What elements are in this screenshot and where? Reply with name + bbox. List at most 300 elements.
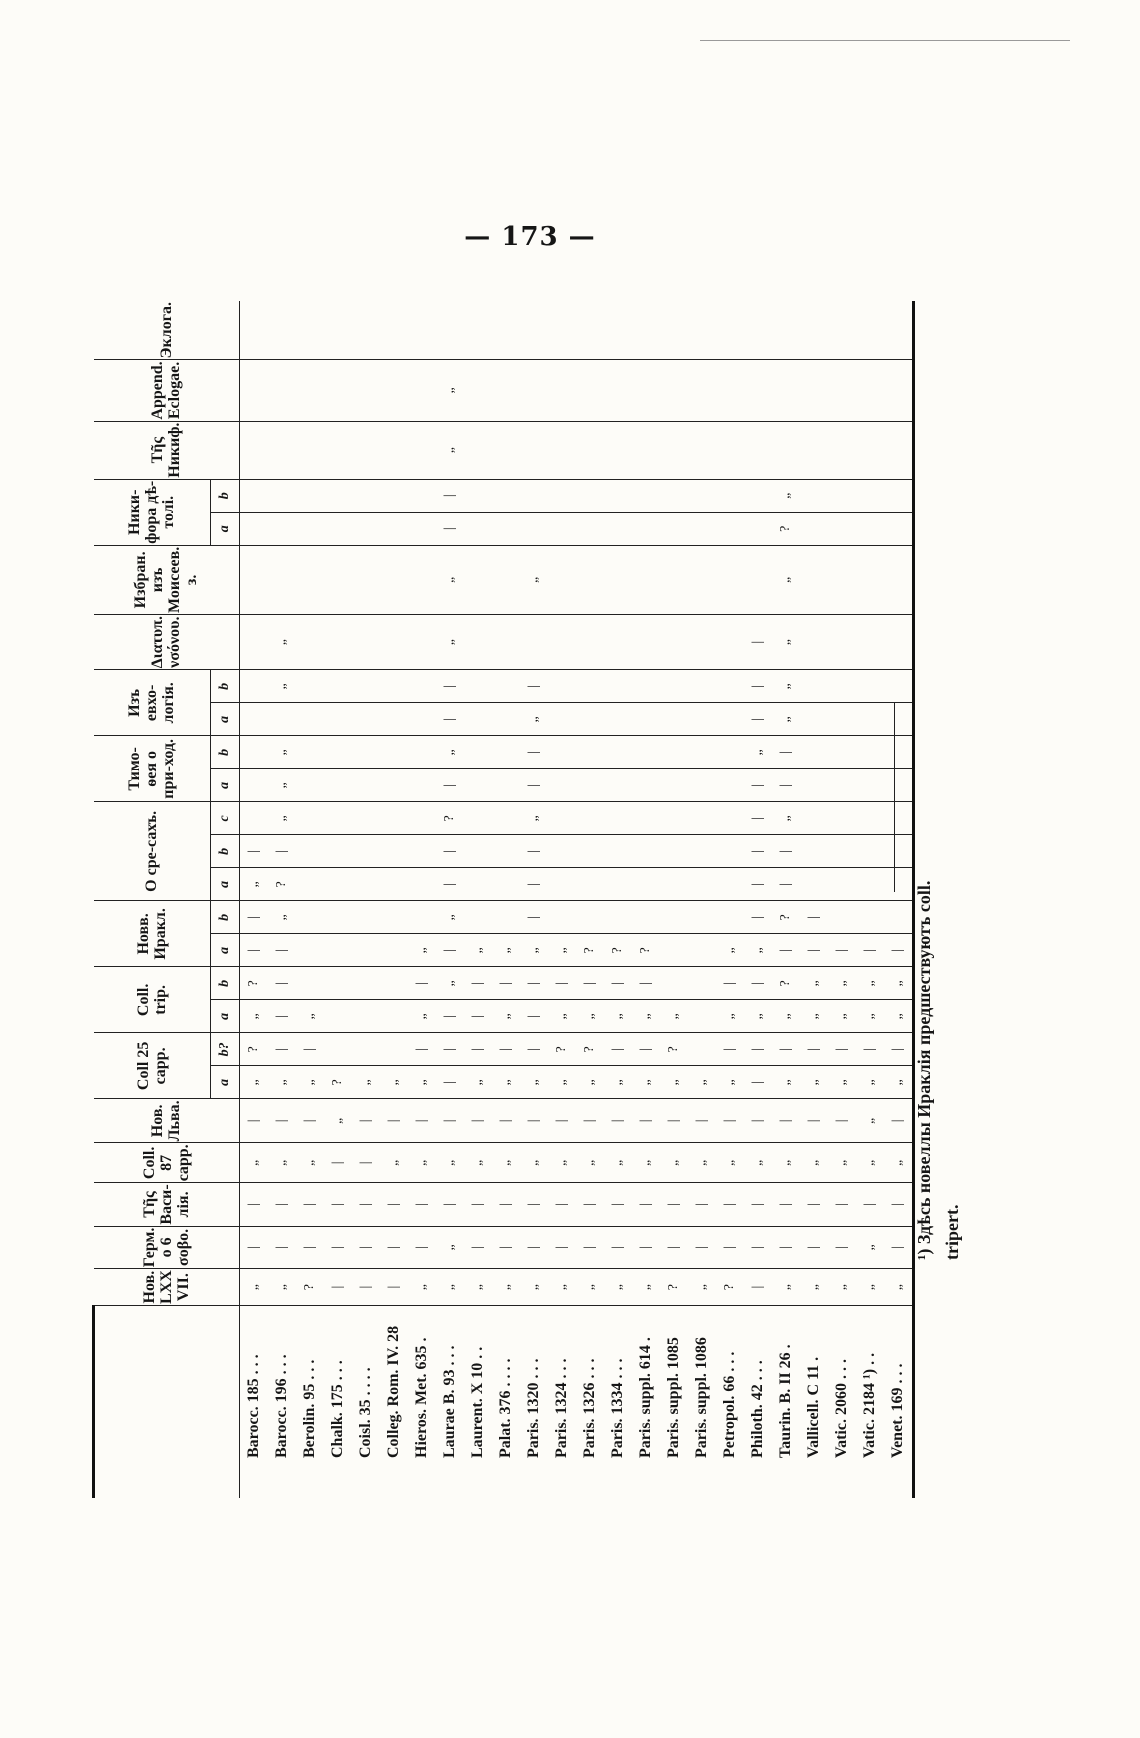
table-cell [492,301,520,360]
table-cell: | [688,1226,716,1269]
table-cell [324,736,352,769]
footnote-rule [894,702,895,892]
table-cell: „ [268,901,296,934]
table-cell: „ [800,1143,828,1183]
table-cell [239,479,268,512]
table-cell [380,868,408,901]
table-cell [380,512,408,545]
table-cell: | [660,1099,688,1143]
table-cell [324,670,352,703]
table-cell [576,545,604,614]
table-cell: „ [324,1099,352,1143]
table-cell: | [268,934,296,967]
table-cell: | [352,1269,380,1306]
manuscript-name: Laurae B. 93 . . . [440,1345,458,1458]
table-cell [380,670,408,703]
table-cell [296,512,324,545]
table-cell [884,614,914,669]
table-row [856,301,884,1498]
table-cell [576,421,604,479]
table-cell [352,967,380,1000]
table-cell [352,614,380,669]
table-cell: „ [772,703,800,736]
table-cell: | [744,670,772,703]
page-number: — 173 — [464,222,596,252]
table-cell: | [436,769,464,802]
table-cell: | [772,1183,800,1226]
table-cell [856,835,884,868]
table-cell: „ [408,1000,436,1033]
table-cell: „ [744,934,772,967]
table-cell: | [520,1033,548,1066]
table-row [352,301,380,1498]
table-cell: | [744,1183,772,1226]
table-cell: | [464,967,492,1000]
table-cell [744,512,772,545]
sub-column-header: b [210,736,239,769]
table-cell [296,967,324,1000]
table-cell: | [772,835,800,868]
table-cell [520,301,548,360]
table-cell: „ [604,1143,632,1183]
table-cell [688,967,716,1000]
table-cell: | [604,1033,632,1066]
sub-column-header: b? [210,1033,239,1066]
table-cell [352,736,380,769]
table-cell [632,736,660,769]
table-cell [576,736,604,769]
table-cell [268,545,296,614]
table-cell [688,512,716,545]
table-cell: „ [548,1143,576,1183]
table-cell: | [380,1183,408,1226]
table-cell: | [884,1226,914,1269]
table-cell [716,703,744,736]
table-cell [380,802,408,835]
table-cell: „ [239,1143,268,1183]
sub-column-header: a [210,512,239,545]
table-cell: | [408,1226,436,1269]
table-cell [464,736,492,769]
table-cell: „ [548,1000,576,1033]
table-cell: | [548,967,576,1000]
table-cell [548,301,576,360]
table-cell: „ [660,1143,688,1183]
table-cell [408,479,436,512]
top-rule [700,40,1070,41]
table-cell [324,901,352,934]
table-cell: | [520,967,548,1000]
column-header: Ники-фора дѣ-толі. [94,479,211,545]
table-cell: „ [436,614,464,669]
table-cell: | [268,1183,296,1226]
table-cell: „ [436,1143,464,1183]
table-cell [324,703,352,736]
table-cell: | [296,1033,324,1066]
table-cell: | [772,934,800,967]
table-cell: | [884,1033,914,1066]
table-cell: | [436,512,464,545]
table-row [828,301,856,1498]
table-cell: | [716,1183,744,1226]
table-cell [239,703,268,736]
table-cell [856,360,884,421]
table-cell [604,301,632,360]
table-cell: | [828,1226,856,1269]
table-cell [239,802,268,835]
column-header: Διατυπ. νσόνου. [94,614,240,669]
table-cell [688,901,716,934]
table-cell: „ [408,934,436,967]
table-cell [688,301,716,360]
table-cell: ? [604,934,632,967]
table-cell [520,614,548,669]
manuscript-name: Berolin. 95 . . . [300,1359,318,1458]
table-cell: | [436,1066,464,1099]
manuscript-name: Laurent. X 10 . . [468,1346,486,1458]
sub-column-header: a [210,868,239,901]
table-cell [716,901,744,934]
column-header: Нов. Льва. [94,1099,240,1143]
table-cell: | [632,1033,660,1066]
table-cell [548,421,576,479]
table-cell: „ [828,1269,856,1306]
table-cell: „ [464,1269,492,1306]
table-cell [716,835,744,868]
manuscript-name: Vatic. 2060 . . . [832,1359,850,1458]
table-cell: | [576,1183,604,1226]
table-cell [352,479,380,512]
table-row [800,301,828,1498]
table-cell: | [464,1226,492,1269]
table-cell: „ [772,1143,800,1183]
manuscript-name: Vatic. 2184 ¹) . . [860,1352,878,1458]
manuscript-name: Barocc. 196 . . . [272,1354,290,1458]
table-cell [576,301,604,360]
table-cell [828,670,856,703]
table-cell: | [239,1226,268,1269]
table-cell [632,703,660,736]
table-cell: | [828,1183,856,1226]
table-cell [380,736,408,769]
table-cell: | [884,1183,914,1226]
table-cell [492,703,520,736]
table-cell: „ [268,614,296,669]
footnote-line-1: ¹) Здѣсь новеллы Ираклія предшествуютъ coll. [914,880,934,1260]
table-cell: „ [688,1269,716,1306]
table-cell: „ [716,1066,744,1099]
table-cell [520,479,548,512]
table-cell: | [856,934,884,967]
table-cell [548,769,576,802]
table-cell [380,967,408,1000]
table-cell: „ [632,1269,660,1306]
table-cell: „ [576,1269,604,1306]
table-cell: „ [268,1269,296,1306]
manuscript-name: Vallicell. C 11 . [804,1356,822,1458]
table-cell: „ [884,1269,914,1306]
table-cell: „ [548,1269,576,1306]
table-cell [856,301,884,360]
table-cell [296,934,324,967]
table-cell [492,614,520,669]
table-cell: | [744,1269,772,1306]
table-cell [324,360,352,421]
table-cell [408,512,436,545]
table-cell [492,901,520,934]
table-cell: ? [772,901,800,934]
table-cell: | [492,1033,520,1066]
table-cell [380,421,408,479]
sub-column-header: a [210,934,239,967]
table-cell [548,703,576,736]
table-cell: „ [436,1226,464,1269]
table-cell [884,736,914,769]
table-cell [296,769,324,802]
table-cell: „ [800,1269,828,1306]
table-cell: „ [772,545,800,614]
table-cell: | [744,703,772,736]
table-cell: | [576,1226,604,1269]
table-cell [239,769,268,802]
sub-column-header: a [210,703,239,736]
table-cell [492,545,520,614]
table-cell: | [352,1183,380,1226]
column-header: Coll. 87 capp. [94,1143,240,1183]
footnote [910,700,1090,1260]
table-cell [239,545,268,614]
table-cell [800,301,828,360]
table-cell: | [800,1183,828,1226]
table-cell [324,421,352,479]
column-header: Append. Eclogae. [94,360,240,421]
table-cell [296,479,324,512]
table-cell: „ [464,1066,492,1099]
table-cell [352,802,380,835]
table-cell [548,868,576,901]
table-cell [464,301,492,360]
table-cell [660,512,688,545]
table-row [716,301,744,1498]
table-cell: | [828,1099,856,1143]
table-cell: | [828,934,856,967]
table-cell [239,301,268,360]
table-cell [324,769,352,802]
manuscript-name: Palat. 376 . . . . [496,1358,514,1458]
table-cell: „ [772,479,800,512]
table-cell [324,1000,352,1033]
table-row [576,301,604,1498]
table-cell: | [324,1269,352,1306]
table-cell [632,421,660,479]
table-cell [828,614,856,669]
table-cell [492,769,520,802]
manuscript-name: Colleg. Rom. IV. 28 [384,1325,402,1458]
table-cell: „ [464,1143,492,1183]
table-cell: | [632,1183,660,1226]
table-cell [380,1000,408,1033]
table-cell: „ [520,1066,548,1099]
table-row [632,301,660,1498]
table-cell [604,703,632,736]
table-cell: „ [800,1066,828,1099]
table-cell [296,545,324,614]
column-header: Τῆς Васи-лія. [94,1183,240,1226]
table-cell [324,301,352,360]
table-cell [604,736,632,769]
table-cell [352,421,380,479]
table-row [268,301,296,1498]
table-cell [716,769,744,802]
table-cell [296,802,324,835]
table-cell [239,670,268,703]
table-cell [352,835,380,868]
table-cell: „ [268,670,296,703]
table-cell [660,835,688,868]
table-cell: „ [688,1066,716,1099]
table-cell [324,479,352,512]
table-cell [688,835,716,868]
table-row [296,301,324,1498]
table-cell: „ [239,1000,268,1033]
table-cell [324,835,352,868]
table-cell [352,703,380,736]
table-cell [296,614,324,669]
table-cell: ? [632,934,660,967]
table-cell [239,360,268,421]
table-cell: | [660,1183,688,1226]
table-cell [408,545,436,614]
table-row [436,301,464,1498]
table-cell [660,901,688,934]
table-cell [408,736,436,769]
column-header: Избран. изъ Моисеев. з. [94,545,240,614]
table-cell: „ [744,1000,772,1033]
table-cell: „ [548,934,576,967]
table-cell: „ [688,1143,716,1183]
table-cell [324,512,352,545]
table-cell [492,736,520,769]
table-cell: „ [856,1066,884,1099]
table-cell [856,479,884,512]
column-header: Тимо-ѳея о при-ход. [94,736,211,802]
table-cell [800,421,828,479]
table-cell [464,421,492,479]
table-cell: | [436,1033,464,1066]
table-cell: ? [576,1033,604,1066]
table-cell [408,421,436,479]
table-cell [828,901,856,934]
table-cell [800,479,828,512]
table-cell [296,360,324,421]
table-cell: | [884,934,914,967]
table-cell: „ [352,1066,380,1099]
table-cell [688,479,716,512]
table-cell [268,512,296,545]
table-cell: | [352,1143,380,1183]
table-cell: | [268,967,296,1000]
table-cell: | [408,1033,436,1066]
table-cell: „ [492,1066,520,1099]
table-cell: | [800,901,828,934]
table-cell [744,545,772,614]
table-cell: „ [856,1226,884,1269]
table-cell [576,835,604,868]
table-cell [464,479,492,512]
table-cell: | [520,1000,548,1033]
table-cell: | [800,1226,828,1269]
table-cell [408,835,436,868]
sub-column-header: b [210,835,239,868]
table-cell: „ [884,1000,914,1033]
table-cell [884,545,914,614]
table-cell: | [744,1226,772,1269]
table-cell [716,421,744,479]
table-cell [828,769,856,802]
table-cell [296,421,324,479]
table-cell: ? [548,1033,576,1066]
table-cell: | [492,1226,520,1269]
table-cell: | [436,1099,464,1143]
sub-column-header: b [210,479,239,512]
table-cell [576,360,604,421]
table-cell: | [772,1033,800,1066]
manuscript-name: Petropol. 66 . . . [720,1351,738,1458]
table-cell: | [268,1000,296,1033]
table-cell [856,769,884,802]
table-cell [828,479,856,512]
table-cell [856,421,884,479]
table-cell: „ [296,1143,324,1183]
table-cell [268,703,296,736]
table-row [520,301,548,1498]
table-cell [576,901,604,934]
sub-column-header: b [210,967,239,1000]
table-cell [352,934,380,967]
table-cell: „ [436,736,464,769]
table-row [688,301,716,1498]
table-cell [632,545,660,614]
table-cell [576,802,604,835]
table-cell [856,703,884,736]
table-cell [352,1033,380,1066]
table-cell [660,479,688,512]
table-cell: „ [520,802,548,835]
table-cell: | [352,1226,380,1269]
table-cell: „ [268,1066,296,1099]
table-cell: | [296,1183,324,1226]
table-cell [239,614,268,669]
table-cell: „ [772,1269,800,1306]
table-cell: | [744,967,772,1000]
table-cell [884,868,914,901]
table-cell: „ [492,1269,520,1306]
table-cell: „ [520,1143,548,1183]
table-cell: | [800,1099,828,1143]
table-cell: „ [828,1066,856,1099]
table-cell [828,736,856,769]
table-cell: | [604,1183,632,1226]
table-cell [856,736,884,769]
table-cell: ? [436,802,464,835]
table-cell [716,301,744,360]
table-cell [239,736,268,769]
table-cell: „ [436,360,464,421]
table-cell: | [268,835,296,868]
table-cell: ? [324,1066,352,1099]
table-cell [408,901,436,934]
table-cell: ? [239,967,268,1000]
